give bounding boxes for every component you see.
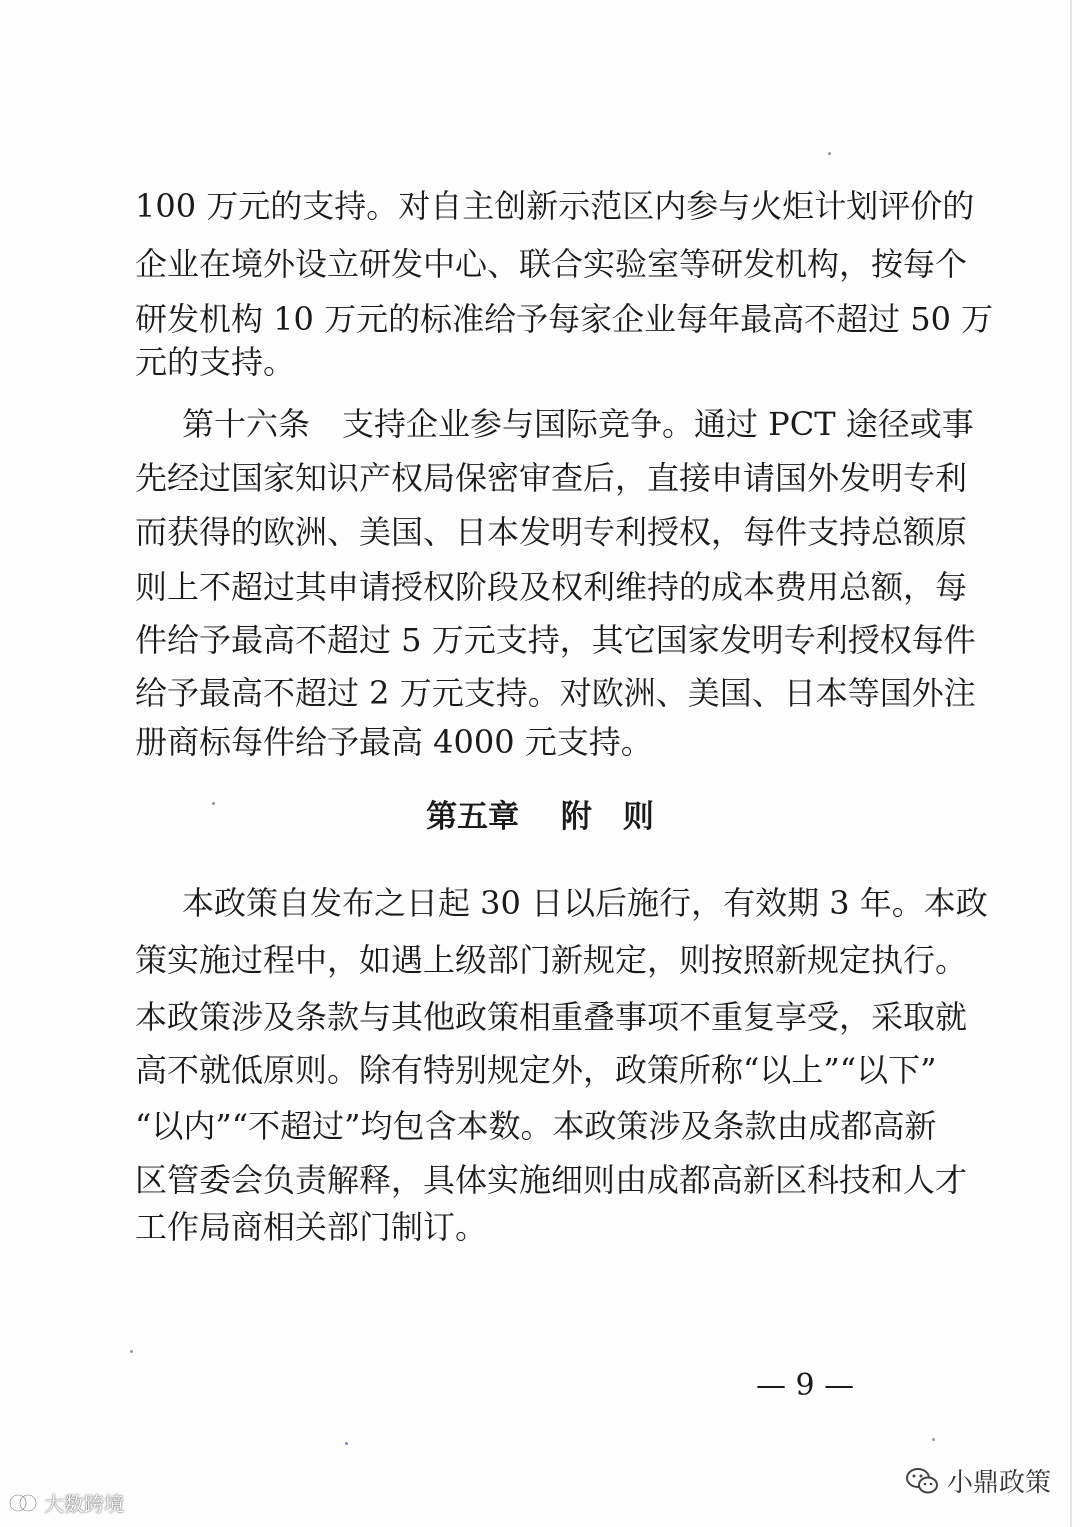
- scan-speck: [828, 152, 831, 155]
- dashu-logo-icon: [8, 1492, 38, 1514]
- article-16-line: 而获得的欧洲、美国、日本发明专利授权，每件支持总额原: [135, 513, 968, 551]
- body-text-line: 企业在境外设立研发中心、联合实验室等研发机构，按每个: [135, 245, 968, 283]
- article-16-line: 先经过国家知识产权局保密审查后，直接申请国外发明专利: [135, 459, 968, 497]
- wechat-logo-icon: [905, 1466, 939, 1496]
- article-16-line: 第十六条 支持企业参与国际竞争。通过 PCT 途径或事: [182, 405, 974, 443]
- supplementary-line: 策实施过程中，如遇上级部门新规定，则按照新规定执行。: [135, 941, 968, 979]
- watermark-right-text: 小鼎政策: [947, 1468, 1052, 1498]
- supplementary-line: 本政策自发布之日起 30 日以后施行，有效期 3 年。本政: [182, 884, 988, 922]
- scan-speck: [130, 1350, 133, 1353]
- scan-speck: [212, 802, 215, 805]
- article-16-line: 则上不超过其申请授权阶段及权利维持的成本费用总额，每: [135, 568, 968, 606]
- body-text-line: 研发机构 10 万元的标准给予每家企业每年最高不超过 50 万: [135, 300, 994, 338]
- scan-speck: [345, 1442, 348, 1445]
- watermark-right: [905, 1462, 1051, 1499]
- chapter-heading: 第五章 附 则: [426, 799, 654, 835]
- supplementary-line: 区管委会负责解释，具体实施细则由成都高新区科技和人才: [135, 1161, 968, 1199]
- supplementary-line: 高不就低原则。除有特别规定外，政策所称“以上”“以下”: [135, 1051, 937, 1089]
- supplementary-line: 工作局商相关部门制订。: [135, 1208, 488, 1246]
- body-text-line: 元的支持。: [135, 343, 296, 381]
- body-text-line: 100 万元的支持。对自主创新示范区内参与火炬计划评价的: [135, 187, 975, 225]
- article-16-line: 给予最高不超过 2 万元支持。对欧洲、美国、日本等国外注: [135, 674, 976, 712]
- supplementary-line: 本政策涉及条款与其他政策相重叠事项不重复享受，采取就: [135, 998, 968, 1036]
- watermark-left: [8, 1488, 124, 1517]
- article-16-line: 件给予最高不超过 5 万元支持，其它国家发明专利授权每件: [135, 621, 976, 659]
- scan-speck: [932, 1438, 935, 1441]
- article-16-line: 册商标每件给予最高 4000 元支持。: [135, 723, 653, 761]
- page-edge: [1070, 0, 1072, 1527]
- page-number: — 9 —: [756, 1368, 855, 1403]
- watermark-left-text: 大数跨境: [44, 1492, 124, 1516]
- supplementary-line: “以内”“不超过”均包含本数。本政策涉及条款由成都高新: [135, 1107, 937, 1145]
